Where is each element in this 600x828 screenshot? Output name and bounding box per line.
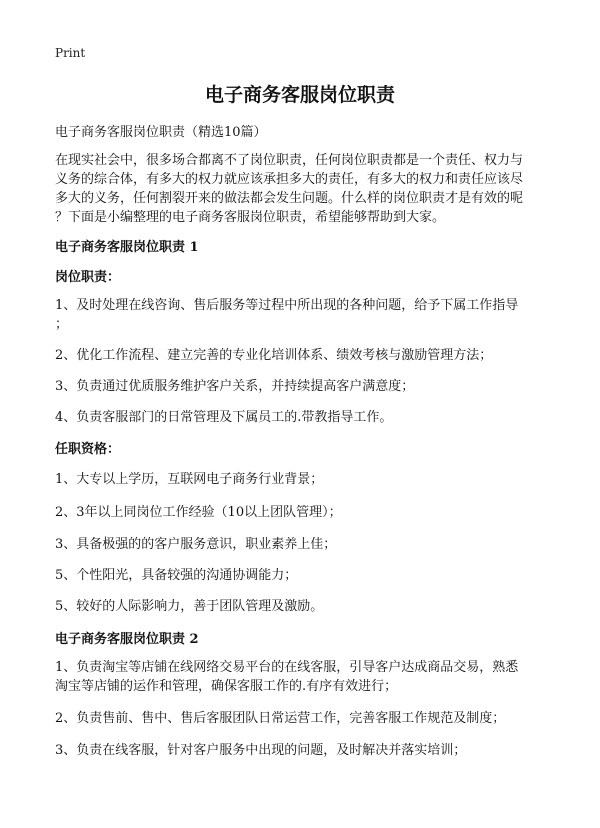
list-item-text: 1、大专以上学历，互联网电子商务行业背景； <box>55 472 324 487</box>
qualifications-heading: 任职资格： <box>55 442 121 457</box>
list-item-text: 3、负责在线客服，针对客户服务中出现的问题，及时解决并落实培训； <box>55 743 467 758</box>
intro-line: 在现实社会中，很多场合都离不了岗位职责，任何岗位职责都是一个责任、权力与 <box>55 153 524 168</box>
list-item-text: 2、优化工作流程、建立完善的专业化培训体系、绩效考核与激励管理方法； <box>55 348 493 363</box>
list-item-text: 淘宝等店铺的运作和管理，确保客服工作的.有序有效进行； <box>55 679 398 694</box>
list-item <box>55 741 555 760</box>
list-item <box>55 503 555 522</box>
list-item <box>55 709 555 728</box>
list-item-text: 3、具备极强的的客户服务意识，职业素养上佳； <box>55 537 337 552</box>
list-item <box>55 346 555 365</box>
intro-line: ？下面是小编整理的电子商务客服岗位职责，希望能够帮助到大家。 <box>55 210 446 225</box>
list-item-text: 1、负责淘宝等店铺在线网络交易平台的在线客服，引导客户达成商品交易，熟悉 <box>55 660 519 675</box>
section-2-heading: 电子商务客服岗位职责 2 <box>55 632 199 647</box>
list-item-text: 4、负责客服部门的日常管理及下属员工的.带教指导工作。 <box>55 410 393 425</box>
section-1-heading: 电子商务客服岗位职责 1 <box>55 240 199 255</box>
list-item <box>55 408 555 427</box>
print-label: Print <box>55 46 86 60</box>
list-item-text: 3、负责通过优质服务维护客户关系，并持续提高客户满意度； <box>55 379 415 394</box>
list-item <box>55 535 555 554</box>
list-item-text: 2、负责售前、售中、售后客服团队日常运营工作，完善客服工作规范及制度； <box>55 711 506 726</box>
intro-line: 义务的综合体，有多大的权力就应该承担多大的责任，有多大的权力和责任应该尽 <box>55 172 524 187</box>
page-title: 电子商务客服岗位职责 <box>204 84 395 106</box>
list-item <box>55 658 555 696</box>
list-item-text: 2、3年以上同岗位工作经验（10以上团队管理）； <box>55 505 342 520</box>
list-item <box>55 377 555 396</box>
list-item <box>55 296 555 334</box>
list-item-text: ； <box>55 317 69 332</box>
list-item <box>55 470 555 489</box>
list-item <box>55 566 555 585</box>
list-item-text: 5、个性阳光，具备较强的沟通协调能力； <box>55 568 298 583</box>
list-item <box>55 597 555 616</box>
duties-heading: 岗位职责： <box>55 270 121 285</box>
list-item-text: 1、及时处理在线咨询、售后服务等过程中所出现的各种问题，给予下属工作指导 <box>55 298 519 313</box>
intro-paragraph <box>55 151 555 227</box>
list-item-text: 5、较好的人际影响力，善于团队管理及激励。 <box>55 599 324 614</box>
intro-line: 多大的义务，任何割裂开来的做法都会发生问题。什么样的岗位职责才是有效的呢 <box>55 191 524 206</box>
document-subtitle: 电子商务客服岗位职责（精选10篇） <box>55 125 267 140</box>
